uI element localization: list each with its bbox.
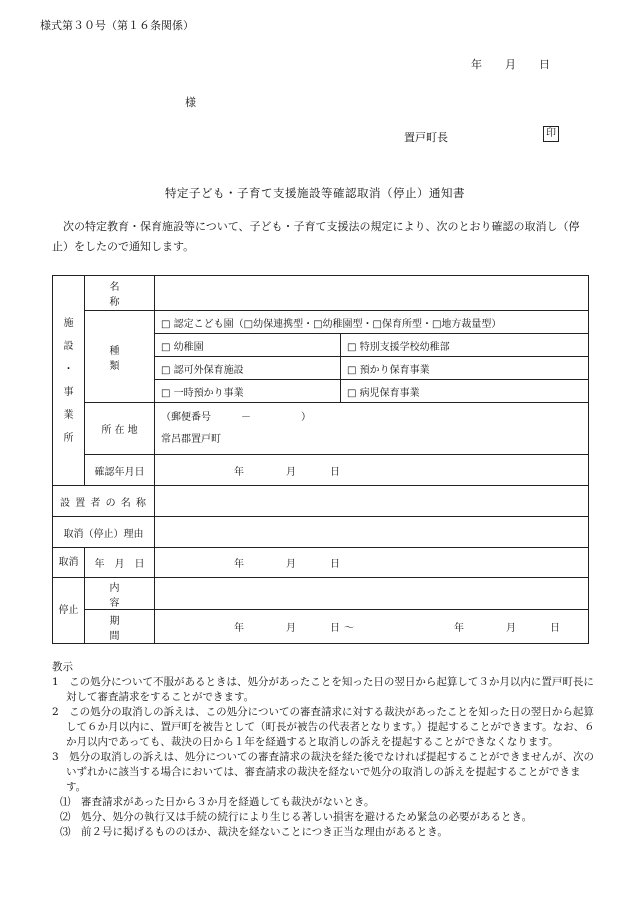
reason-label: 取消（停止）理由	[53, 517, 155, 548]
confirm-date-label: 確認年月日	[85, 455, 155, 486]
issue-date	[471, 56, 571, 72]
period-field[interactable]: 年 月 日 ～ 年 月 日	[155, 610, 589, 644]
type-option-special-school[interactable]: □ 特別支援学校幼稚部	[341, 334, 589, 357]
founder-field[interactable]	[155, 486, 589, 517]
content-field[interactable]	[155, 578, 589, 610]
period-label: 期 間	[85, 610, 155, 644]
reason-field[interactable]	[155, 517, 589, 548]
note-item-2: 2 この処分の取消しの訴えは、この処分についての審査請求に対する裁決があったことを知った日の翌日から起算して６か月以内に、置戸町を被告として（町長が被告の代表者となります。）提起することができます。なお、６か月以内であっても、裁決の日から１年を経過すると取消しの訴えを提起することができなくなります。	[52, 706, 595, 748]
issuer-name: 置戸町長	[404, 131, 448, 144]
cancel-date-field[interactable]: 年 月 日	[155, 548, 589, 578]
form-number: 様式第３０号（第１６条関係）	[40, 19, 194, 32]
addressee-suffix: 様	[185, 96, 196, 109]
date-month: 月	[505, 58, 516, 71]
cancel-header: 取消	[53, 548, 85, 578]
name-label: 名 称	[85, 276, 155, 311]
confirm-date-field[interactable]: 年 月 日	[155, 455, 589, 486]
note-sub-2: ⑵ 処分、処分の執行又は手続の続行により生じる著しい損害を避けるため緊急の必要があるとき。	[60, 811, 533, 823]
date-day: 日	[539, 58, 550, 71]
date-year: 年	[471, 58, 482, 71]
seal-mark: 印	[543, 126, 559, 142]
type-option-sick-child[interactable]: □ 病児保育事業	[341, 380, 589, 403]
note-item-1: 1 この処分について不服があるときは、処分があったことを知った日の翌日から起算して３か月以内に置戸町長に対して審査請求をすることができます。	[52, 676, 594, 703]
notes	[52, 660, 597, 840]
suspend-header: 停止	[53, 578, 85, 644]
type-option-kindergarten[interactable]: □ 幼稚園	[155, 334, 341, 357]
type-label: 種 類	[85, 311, 155, 403]
type-option-temporary[interactable]: □ 一時預かり事業	[155, 380, 341, 403]
type-option-childcare[interactable]: □ 預かり保育事業	[341, 357, 589, 380]
note-sub-1: ⑴ 審査請求があった日から３か月を経過しても裁決がないとき。	[60, 796, 375, 808]
intro-text: 次の特定教育・保育施設等について、子ども・子育て支援法の規定により、次のとおり確認の取消し（停止）をしたので通知します。	[52, 220, 580, 253]
postal-code: （郵便番号 － ）	[161, 411, 311, 423]
content-label: 内 容	[85, 578, 155, 610]
cancel-date-label: 年 月 日	[85, 548, 155, 578]
address-field[interactable]	[155, 403, 589, 455]
address-value: 常呂郡置戸町	[161, 433, 221, 445]
founder-label: 設 置 者 の 名 称	[53, 486, 155, 517]
facility-header: 施 設 ・ 事 業 所	[53, 276, 85, 486]
notes-heading: 教示	[52, 661, 73, 673]
type-option-unlicensed[interactable]: □ 認可外保育施設	[155, 357, 341, 380]
document-title: 特定子ども・子育て支援施設等確認取消（停止）通知書	[165, 186, 465, 200]
name-field[interactable]	[155, 276, 589, 311]
note-item-3: 3 処分の取消しの訴えは、処分についての審査請求の裁決を経た後でなければ提起することができませんが、次のいずれかに該当する場合においては、審査請求の裁決を経ないで処分の取消しの訴えを提起することができます。	[52, 751, 594, 793]
note-sub-3: ⑶ 前２号に掲げるもののほか、裁決を経ないことにつき正当な理由があるとき。	[60, 826, 448, 838]
address-label: 所 在 地	[85, 403, 155, 455]
form-table	[52, 275, 589, 644]
type-option-nintei[interactable]: □ 認定こども園（□幼保連携型・□幼稚園型・□保育所型・□地方裁量型）	[155, 311, 589, 334]
